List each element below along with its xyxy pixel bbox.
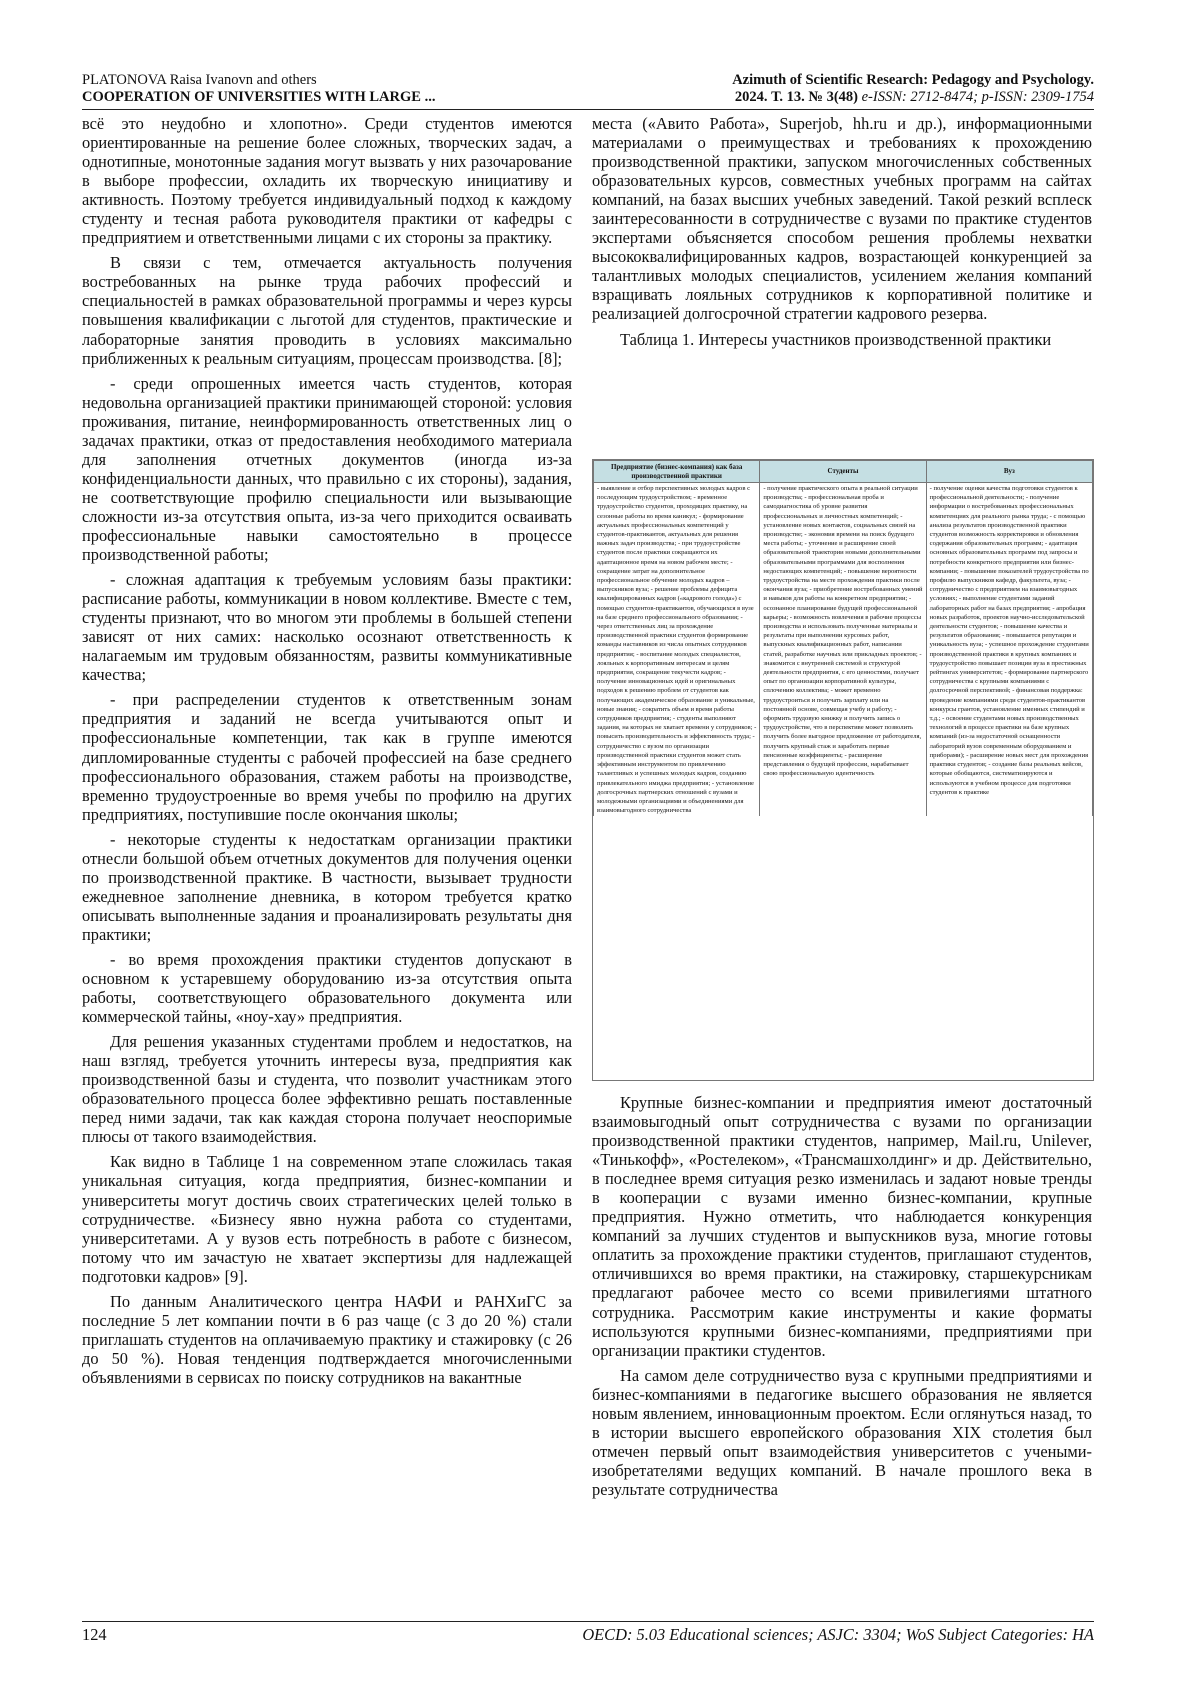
cell-enterprise-interests: - выявление и отбор перспективных молодых кадров с последующим трудоустройством; - временное трудоустройство студентов, проходящих практику, на сезонные работы во время каникул; - формирование актуальных профессиональных компетенций у студентов-практикантов, актуальных для решения важных задач производства; - при трудоустройстве студентов после практики сокращаются их адаптационное время на новом рабочем месте; - сокращение затрат на дополнительное профессиональное обучение молодых кадров – выпускников вуза; - решение проблемы дефицита квалифицированных кадров («кадрового голода») с помощью студентов-практикантов, обучающихся в вузе на базе среднего профессионального образования; - через ответственных лиц за прохождение производственной практики студентов формирование команды наставников из числа опытных сотрудников предприятия; - воспитание молодых специалистов, лояльных к корпоративным интересам и целям предприятия, сокращение текучести кадров; - получение инновационных идей и оригинальных подходов к решению проблем от студентов как получающих академическое образование и уникальные, новые знания; - сократить объем и время работы сотрудников предприятия; - студенты выполняют задания, на которых не хватает времени у сотрудников; - повысить производительность и эффективность труда; - сотрудничество с вузом по организации производственной практики студентов может стать эффективным инструментом по привлечению талантливых и успешных молодых кадров, созданию привлекательного имиджа предприятия; - установление долгосрочных партнерских отношений с вузами и молодежными организациями и объединениями для взаимовыгодного сотрудничества: [594, 483, 760, 817]
paragraph: В связи с тем, отмечается актуальность получения востребованных на рынке труда рабочих профессий и специальностей в рамках образовательной программы и через курсы повышения квалификации с льготой для студентов, практические и лабораторные занятия проводить в условиях максимально приближенных к реальным ситуациям, процессам производства. [8];: [82, 253, 572, 368]
header-university: Вуз: [926, 461, 1092, 483]
author-line: PLATONOVA Raisa Ivanovn and others: [82, 72, 317, 88]
issue-number: 2024. Т. 13. № 3(48): [734, 89, 858, 105]
paragraph: По данным Аналитического центра НАФИ и РАНХиГС за последние 5 лет компании почти в 6 раз чаще (с 3 до 20 %) стали приглашать студентов на оплачиваемую практику и стажировку (с 26 до 50 %). Новая тенденция подтверждается многочисленными объявлениями в сервисах по поиску сотрудников на вакантные: [82, 1291, 572, 1387]
header-students: Студенты: [760, 461, 926, 483]
cell-university-interests: - получение оценки качества подготовки студентов к профессиональной деятельности; - получение информации о востребованных профессиональных компетенциях для реального рынка труда; - с помощью анализа результатов производственной практики студентов возможность корректировки и обновления содержания образовательных программ; - адаптация основных образовательных программ под запросы и потребности конкретного предприятия или бизнес-компании; - повышение показателей трудоустройства по профилю выпускников кафедр, факультета, вуза; - сотрудничество с предприятием на взаимовыгодных условиях; - выполнение студентами заданий лабораторных работ на базах предприятия; - апробация новых разработок, проектов научно-исследовательской деятельности студентов; - повышение качества и результатов образования; - повышается репутация и уникальность вуза; - успешное прохождение студентами производственной практики в крупных компаниях и трудоустройство повышает позиции вуза в престижных рейтингах университетов; - формирование партнерского сотрудничества с крупными компаниями с долгосрочной перспективой; - финансовая поддержка: проведение компаниями среди студентов-практикантов конкурсы грантов, установление именных стипендий и т.д.; - освоение студентами новых производственных технологий в процессе практики на базе крупных компаний (из-за недостаточной оснащенности лабораторий вузов современным оборудованием и приборами); - расширение новых мест для прохождения практики студентов; - создание базы реальных кейсов, которые обобщаются, систематизируются и используются в учебном процессе для подготовки студентов к практике: [926, 483, 1092, 817]
header-rule: [82, 109, 1094, 110]
paragraph: - сложная адаптация к требуемым условиям базы практики: расписание работы, коммуникации в новом коллективе. Вместе с тем, студенты признают, что во многом эти проблемы в большей степени зависят от них самих: насколько осознают ответственность к налагаемым им трудовым обязанностям, развиты коммуникативные качества;: [82, 570, 572, 685]
interests-table-container: [592, 459, 1094, 1081]
paragraph: Крупные бизнес-компании и предприятия имеют достаточный взаимовыгодный опыт сотрудничества с вузами по организации производственной практики студентов, например, Mail.ru, Unilever, «Тинькофф», «Ростелеком», «Трансмашхолдинг» и др. Действительно, в последнее время ситуация резко изменилась и задают новые тренды в кооперации с вузами именно бизнес-компании, крупные предприятия. Нужно отметить, что наблюдается конкуренция компаний за лучших студентов и выпускников вуза, многие готовы оплатить за прохождение практики студентов, приглашают студентов, отличившихся во время практики, на стажировку, старшекурсникам предлагают рабочее место со всеми привилегиями штатного сотрудника. Рассмотрим какие инструменты и какие форматы используются крупными бизнес-компаниями, предприятиями при организации практики студентов.: [592, 1093, 1092, 1360]
paragraph: - во время прохождения практики студентов допускают в основном к устаревшему оборудованию из-за отсутствия опыта работы, соответствующего образовательного документа или коммерческой тайны, «ноу-хау» предприятия.: [82, 949, 572, 1027]
paragraph: - среди опрошенных имеется часть студентов, которая недовольна организацией практики принимающей стороной: условия проживания, питание, неинформированность ответственных лиц о задачах практики, отказ от предоставления необходимого материала для заполнения отчетных документов (иногда из-за конфиденциальности данных, что правильно с их стороны), задания, не соответствующие профилю специальности или вызывающие сложности из-за отсутствия опыта, из-за чего приходится осваивать профессиональные навыки самостоятельно в процессе производственной работы;: [82, 373, 572, 565]
paragraph: Как видно в Таблице 1 на современном этапе сложилась такая уникальная ситуация, когда предприятия, бизнес-компании и университеты могут достичь своих стратегических целей только в сотрудничестве. «Бизнесу явно нужна работа со студентами, университетами. А у вузов есть потребность в работе с бизнесом, потому что им зачастую не хватает экспертизы для надлежащей подготовки кадров» [9].: [82, 1152, 572, 1286]
table-caption: Таблица 1. Интересы участников производственной практики: [620, 329, 1052, 349]
footer-rule: [82, 1621, 1094, 1622]
short-title-line: COOPERATION OF UNIVERSITIES WITH LARGE ...: [82, 89, 436, 105]
paragraph: На самом деле сотрудничество вуза с крупными предприятиями и бизнес-компаниями в педагогике высшего образования не является новым явлением, инновационным проектом. Если оглянуться назад, то в истории высшего европейского образования XIX столетия был отмечен первый опыт взаимодействия университетов с учеными-изобретателями ведущих компаний. В начале прошлого века в результате сотрудничества: [592, 1365, 1092, 1499]
paragraph: - некоторые студенты к недостаткам организации практики отнесли большой объем отчетных документов для получения оценки по производственной практике. В частности, вызывает трудности ежедневное заполнение дневника, в котором требуется кратко описывать выполненные задания и проанализировать результаты дня практики;: [82, 829, 572, 944]
running-header-left: [82, 72, 602, 106]
issn-text: e-ISSN: 2712-8474; p-ISSN: 2309-1754: [858, 89, 1094, 105]
table-header-row: [594, 461, 1093, 483]
cell-student-interests: - получение практического опыта в реальной ситуации производства; - профессиональная проба и самодиагностика об уровне развития профессиональных и личностных компетенций; - установление новых контактов, социальных связей на производстве; - экономия времени на поиск будущего места работы; - уточнение и расширение своей образовательной траектории новыми дополнительными образовательными программами для восполнения недостающих компетенций; - повышение вероятности трудоустройства на месте прохождения практики после окончания вуза; - приобретение востребованных умений и навыков для работы на конкретном предприятии; - осознанное планирование будущей профессиональной карьеры; - возможность вовлечения в рабочие процессы производства и использовать полученные материалы и результаты при выполнении курсовых работ, выпускных квалификационных работ, написании статей, разработке научных или прикладных проектов; - знакомится с внутренней системой и структурой деятельности предприятия, с его ценностями, получает опыт по организации корпоративной культуры, сплочению коллектива; - может временно трудоустроиться и получать зарплату или на постоянной основе, совмещая учебу и работу; - оформить трудовую книжку и получить запись о трудоустройстве, что в перспективе может позволить получить более выгодное предложение от работодателя, получить крупный стаж и заработать первые пенсионные коэффициенты; - расширение представления о будущей профессии, нарабатывает свою профессиональную идентичность: [760, 483, 926, 817]
paragraph: Для решения указанных студентами проблем и недостатков, на наш взгляд, требуется уточнить интересы вуза, предприятия как производственной базы и студента, что позволит участникам этого образовательного процесса более эффективно решать поставленные перед ними задачи, так как каждая сторона получает неоспоримые плюсы от такого взаимодействия.: [82, 1032, 572, 1147]
page-number: 124: [82, 1625, 107, 1644]
journal-title-line: Azimuth of Scientific Research: Pedagogy and Psychology.: [732, 72, 1094, 88]
paragraph: - при распределении студентов к ответственным зонам предприятия и заданий не всегда учитываются опыт и профессиональные компетенции, так как в группе имеются дипломированные студенты с рабочей профессией на базе среднего профессионального образования, стажем работы на производстве, временно трудоустроенные во время учебы по профилю на других предприятиях, поступившие после окончания школы;: [82, 690, 572, 824]
paragraph: места («Авито Работа», Superjob, hh.ru и др.), информационными материалами о преимуществах и требованиях к прохождению производственной практики, запуском многочисленных собственных образовательных курсов, совместных учебных программ на сайтах компаний, на базах высших учебных заведений. Такой резкий всплеск заинтересованности в сотрудничестве с вузами по практике студентов экспертами объясняется способом решения проблемы нехватки высококвалифицированных кадров, возрастающей конкуренцией за талантливых молодых специалистов, усилением желания компаний взращивать лояльных сотрудников к корпоративной политике и реализацией долгосрочной стратегии кадрового резерва.: [592, 114, 1092, 324]
issue-line: [574, 89, 1094, 106]
right-text-column-top: [592, 114, 1092, 355]
paragraph: всё это неудобно и хлопотно». Среди студентов имеются ориентированные на решение более сложных, творческих задач, а однотипные, монотонные задания могут вызвать у них разочарование в выборе профессии, охладить их творческую инициативу и активность. Поэтому требуется индивидуальный подход к каждому студенту и тесная работа руководителя практики от кафедры с предприятием и ответственными лицами с их стороны за практику.: [82, 114, 572, 248]
left-text-column: [82, 114, 572, 1624]
interests-table: [593, 460, 1093, 816]
running-header-right: [574, 72, 1094, 106]
table-row: [594, 483, 1093, 817]
right-text-column-bottom: [592, 1093, 1092, 1505]
footer-classification: OECD: 5.03 Educational sciences; ASJC: 3304; WoS Subject Categories: HA: [582, 1625, 1094, 1644]
header-enterprise: Предприятие (бизнес-компания) как база производственной практики: [594, 461, 760, 483]
